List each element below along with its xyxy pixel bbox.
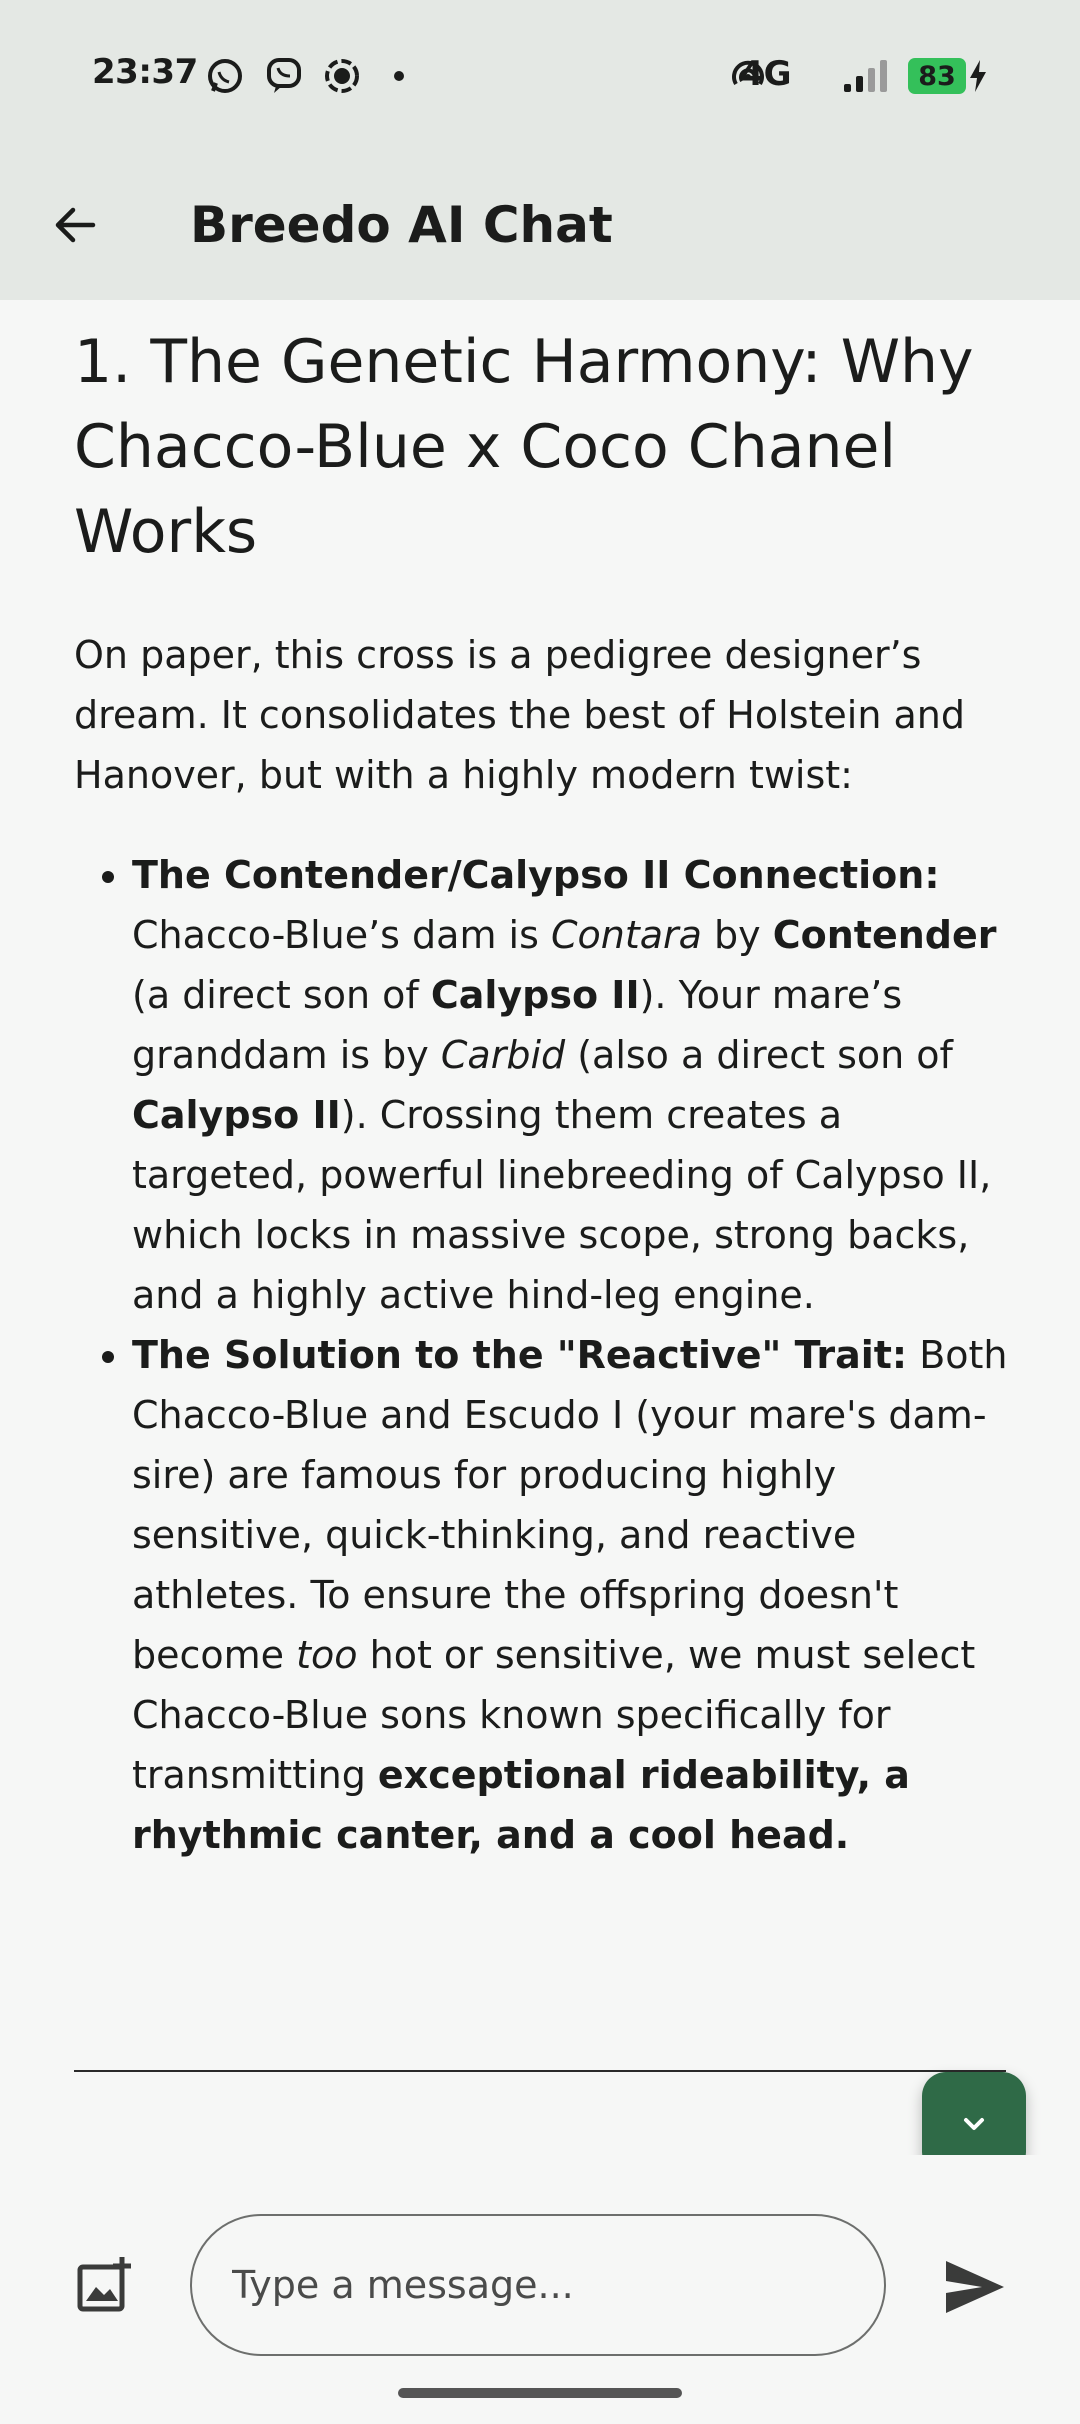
bullet-bold: Calypso II — [132, 1093, 341, 1137]
status-time: 23:37 — [92, 52, 198, 92]
chat-message-area[interactable] — [0, 300, 1080, 2155]
chevron-down-icon — [954, 2104, 994, 2144]
record-icon — [322, 56, 362, 96]
notification-dot — [394, 71, 404, 81]
bullet-text: Both Chacco-Blue and Escudo I (your mare's dam-sire) are famous for producing highly sensitive, quick-thinking, and reactive athletes. To ensure the offspring doesn't become — [132, 1333, 1008, 1677]
message-intro: On paper, this cross is a pedigree designer’s dream. It consolidates the best of Holstein and Hanover, but with a highly modern twist: — [74, 633, 965, 797]
attach-image-button[interactable] — [72, 2253, 136, 2317]
bullet-bold: exceptional rideability, a rhythmic canter, and a cool head. — [132, 1753, 910, 1857]
bullet-italic: Carbid — [440, 1033, 566, 1077]
bullet-text: hot or sensitive, we must select Chacco-Blue sons known specifically for transmitting — [132, 1633, 976, 1797]
back-button[interactable] — [40, 195, 110, 255]
back-arrow-icon — [51, 201, 99, 249]
send-icon — [940, 2255, 1010, 2319]
list-item — [132, 1325, 1024, 1865]
message-input[interactable] — [190, 2214, 886, 2356]
bullet-title: The Solution to the "Reactive" Trait: — [132, 1333, 908, 1377]
whatsapp-icon — [205, 56, 245, 96]
network-type: 4G — [740, 54, 792, 94]
status-bar — [0, 0, 1080, 150]
home-indicator — [398, 2388, 682, 2398]
page-title: Breedo AI Chat — [190, 196, 613, 254]
bullet-text: ). Crossing them creates a targeted, powerful linebreeding of Calypso II, which locks in massive scope, strong backs, and a highly active hind-leg engine. — [132, 1093, 992, 1317]
add-image-icon — [72, 2253, 136, 2317]
bullet-bold: Contender — [772, 913, 997, 957]
bullet-text: ). Your mare’s granddam is by — [132, 973, 903, 1077]
bullet-italic: too — [296, 1633, 358, 1677]
battery-level: 83 — [918, 60, 956, 92]
bullet-text: (a direct son of — [132, 973, 431, 1017]
signal-icon — [842, 56, 894, 96]
bullet-list — [74, 845, 1024, 1865]
bullet-italic: Contara — [550, 913, 702, 957]
bullet-text: by — [701, 913, 773, 957]
assistant-message — [74, 320, 1024, 1865]
viber-icon — [264, 56, 304, 96]
battery-indicator — [908, 58, 966, 94]
bullet-title: The Contender/Calypso II Connection: — [132, 853, 940, 897]
bullet-bold: Calypso II — [430, 973, 640, 1017]
send-button[interactable] — [940, 2255, 1010, 2319]
bullet-text: Chacco-Blue’s dam is — [132, 913, 551, 957]
horizontal-divider — [74, 2070, 1006, 2072]
charging-icon — [966, 56, 990, 96]
bullet-text: (also a direct son of — [565, 1033, 953, 1077]
list-item — [132, 845, 1024, 1325]
message-heading: 1. The Genetic Harmony: Why Chacco-Blue x Coco Chanel Works — [74, 327, 974, 567]
